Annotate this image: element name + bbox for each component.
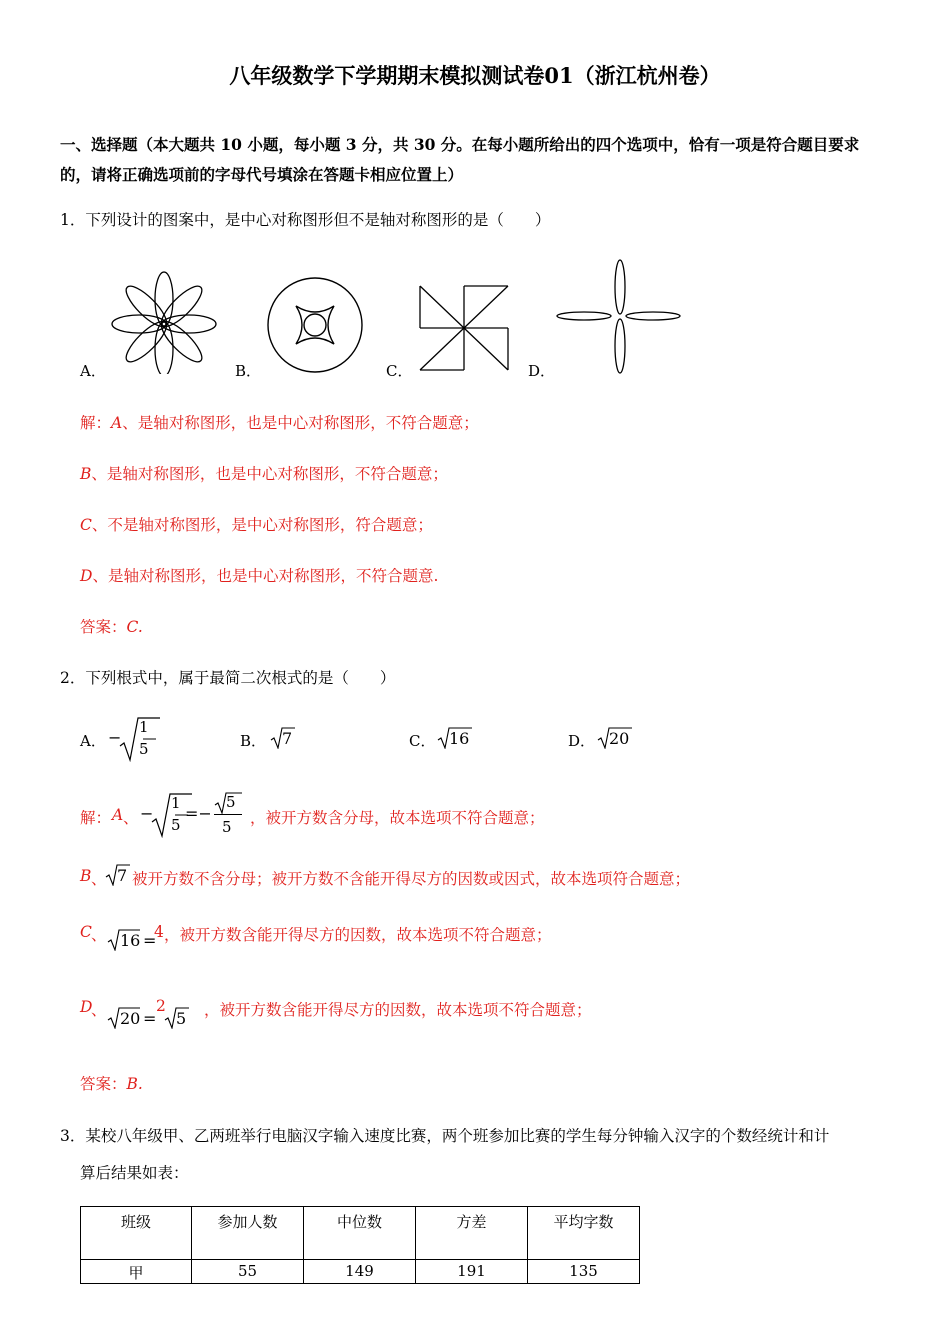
q1-figure-b-coin <box>264 274 366 376</box>
q2-solution-c <box>80 920 640 954</box>
fraction-bar <box>214 814 242 815</box>
q1-figure-a-flower <box>108 270 220 374</box>
q1-option-a-label: A． <box>80 362 106 380</box>
numerator: 5 <box>226 793 236 811</box>
separator: 、 <box>91 926 107 944</box>
radicand: 7 <box>282 729 293 748</box>
table-header-cell: 方差 <box>416 1207 528 1260</box>
radicand: 20 <box>609 729 630 748</box>
q2-stem: 2．下列根式中，属于最简二次根式的是（ ） <box>60 669 396 687</box>
q1-option-b-label: B． <box>235 362 262 380</box>
table-cell: 135 <box>528 1260 640 1284</box>
q2-answer: 答案：B. <box>80 1075 143 1093</box>
q3-stem-line1: 3．某校八年级甲、乙两班举行电脑汉字输入速度比赛，两个班参加比赛的学生每分钟输入汉字的个数经统计和计 <box>60 1127 830 1145</box>
numerator: 1 <box>171 794 181 812</box>
table-header-cell: 参加人数 <box>192 1207 304 1260</box>
equals-sign: =− <box>185 804 212 823</box>
q1-solution-d: D、是轴对称图形，也是中心对称图形，不符合题意. <box>80 567 439 585</box>
q2-solution-b <box>80 864 780 890</box>
explanation: 被开方数不含分母；被开方数不含能开得尽方的因数或因式，故本选项符合题意； <box>132 870 691 888</box>
radicand: 5 <box>176 1009 187 1028</box>
table-cell: 191 <box>416 1260 528 1284</box>
section-instructions-line2: 的，请将正确选项前的字母代号填涂在答题卡相应位置上） <box>60 165 464 184</box>
q2-solution-d <box>80 995 640 1031</box>
radicand: 7 <box>117 866 128 885</box>
table-header-cell: 平均字数 <box>528 1207 640 1260</box>
option-letter: C <box>80 923 92 941</box>
coefficient: 2 <box>156 997 166 1015</box>
equals-sign: = <box>143 931 157 950</box>
table-cell: 55 <box>192 1260 304 1284</box>
q2-option-d-label: D． <box>568 732 596 750</box>
denominator: 5 <box>139 740 149 758</box>
table-header-cell: 班级 <box>81 1207 192 1260</box>
table-cell: 甲 <box>81 1260 192 1284</box>
q1-option-d-label: D． <box>528 362 556 380</box>
section-instructions-line1: 一、选择题（本大题共 10 小题，每小题 3 分，共 30 分。在每小题所给出的四个选项中，恰有一项是符合题目要求 <box>60 135 860 154</box>
result-value: 4 <box>154 923 164 941</box>
q2-solution-a <box>80 790 640 840</box>
equals-sign: = <box>143 1009 157 1028</box>
q1-answer: 答案：C. <box>80 618 143 636</box>
q1-stem: 1．下列设计的图案中，是中心对称图形但不是轴对称图形的是（ ） <box>60 211 551 229</box>
table-header-row <box>81 1207 640 1260</box>
page-title: 八年级数学下学期期末模拟测试卷01（浙江杭州卷） <box>229 63 721 88</box>
q1-figure-d-leaves <box>554 258 686 374</box>
table-header-cell: 中位数 <box>304 1207 416 1260</box>
radicand: 20 <box>120 1009 141 1028</box>
q1-solution-c: C、不是轴对称图形，是中心对称图形，符合题意； <box>80 516 433 534</box>
q1-option-c-label: C． <box>386 362 413 380</box>
table-row <box>81 1260 640 1284</box>
option-letter: D <box>80 998 93 1016</box>
minus-sign: − <box>140 804 154 823</box>
option-letter: A <box>112 806 124 824</box>
denominator: 5 <box>222 818 232 836</box>
explanation: ，被开方数含能开得尽方的因数，故本选项不符合题意； <box>204 1001 592 1019</box>
q1-figure-c-pinwheel <box>416 284 512 374</box>
q3-results-table <box>80 1206 640 1284</box>
radicand: 16 <box>449 729 470 748</box>
q2-option-a-label: A． <box>80 732 106 750</box>
separator: 、 <box>123 809 139 827</box>
q1-solution-a: 解：A、是轴对称图形，也是中心对称图形，不符合题意； <box>80 414 479 432</box>
separator: 、 <box>91 1001 107 1019</box>
explanation: ，被开方数含分母，故本选项不符合题意； <box>250 809 545 827</box>
table-cell: 149 <box>304 1260 416 1284</box>
denominator: 5 <box>171 816 181 834</box>
minus-sign: − <box>108 728 122 747</box>
q2-option-c-label: C． <box>409 732 436 750</box>
q2-option-b-label: B． <box>240 732 267 750</box>
numerator: 1 <box>139 718 149 736</box>
q1-solution-b: B、是轴对称图形，也是中心对称图形，不符合题意； <box>80 465 448 483</box>
radicand: 16 <box>120 931 141 950</box>
explanation: ，被开方数含能开得尽方的因数，故本选项不符合题意； <box>164 926 552 944</box>
option-letter: B <box>80 867 92 885</box>
q3-stem-line2: 算后结果如表： <box>80 1164 189 1182</box>
solution-prefix: 解： <box>80 809 112 827</box>
separator: 、 <box>91 870 107 888</box>
q2-option-a-expr <box>108 714 158 764</box>
